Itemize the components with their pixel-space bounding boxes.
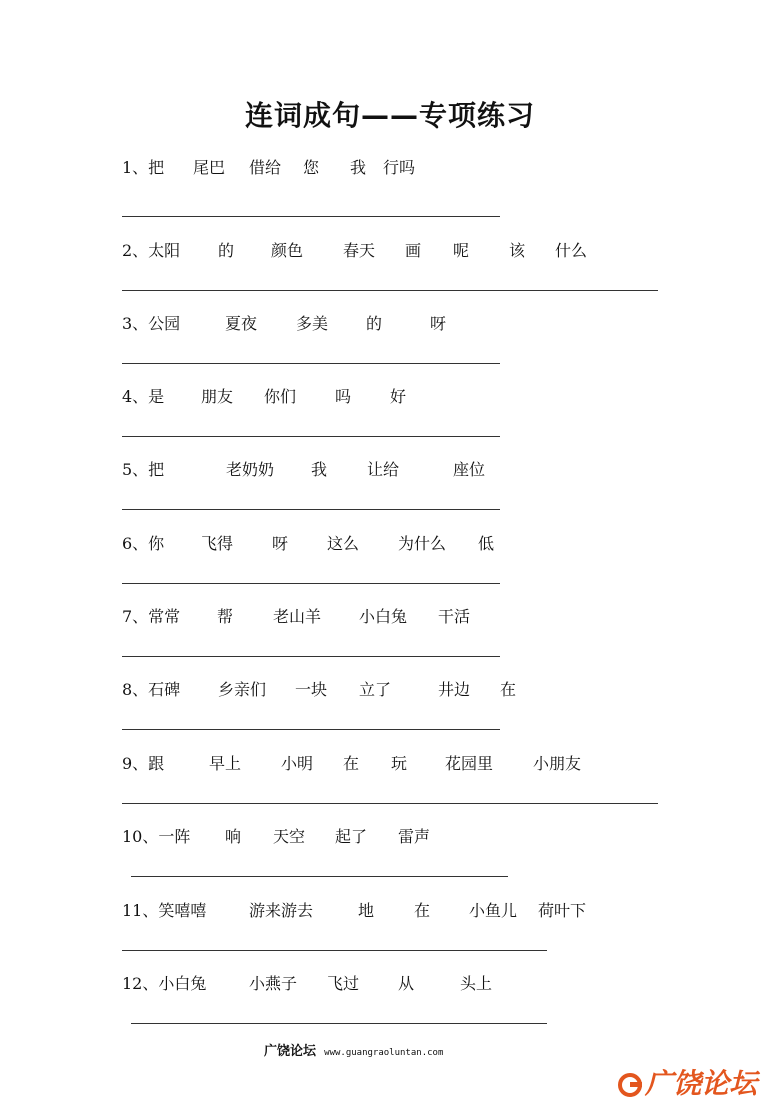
question-number-word: 9、跟: [122, 754, 165, 773]
word-token: 借给: [249, 158, 282, 177]
word-token: 尾巴: [193, 158, 226, 177]
word-token: 的: [366, 314, 383, 333]
word-token: 小白兔: [359, 607, 408, 626]
word-token: 玩: [391, 754, 408, 773]
word-token: 从: [398, 974, 415, 993]
word-token: 响: [225, 827, 242, 846]
question-number-word: 5、把: [122, 460, 165, 479]
word-token: 一块: [295, 680, 328, 699]
word-token: 呢: [453, 241, 470, 260]
question-number-word: 1、把: [122, 158, 165, 177]
word-token: 在: [414, 901, 431, 920]
word-token: 在: [500, 680, 517, 699]
word-token: 花园里: [445, 754, 494, 773]
word-token: 早上: [209, 754, 242, 773]
answer-line[interactable]: [131, 1023, 547, 1024]
word-token: 的: [218, 241, 235, 260]
word-token: 小鱼儿: [469, 901, 518, 920]
word-token: 雷声: [398, 827, 431, 846]
answer-line[interactable]: [122, 729, 500, 730]
word-token: 春天: [343, 241, 376, 260]
word-token: 呀: [430, 314, 447, 333]
word-token: 起了: [335, 827, 368, 846]
footer-url: www.guangraoluntan.com: [324, 1048, 444, 1058]
page-title: 连词成句——专项练习: [244, 99, 535, 132]
word-token: 立了: [359, 680, 392, 699]
word-token: 老奶奶: [226, 460, 275, 479]
question-number-word: 11、笑嘻嘻: [122, 901, 207, 920]
word-token: 干活: [438, 607, 471, 626]
word-token: 夏夜: [225, 314, 258, 333]
answer-line[interactable]: [122, 950, 547, 951]
word-token: 什么: [555, 241, 588, 260]
word-token: 小燕子: [249, 974, 298, 993]
question-number-word: 7、常常: [122, 607, 181, 626]
question-number-word: 3、公园: [122, 314, 181, 333]
word-token: 我: [350, 158, 367, 177]
question-number-word: 10、一阵: [122, 827, 191, 846]
answer-line[interactable]: [122, 290, 658, 291]
answer-line[interactable]: [122, 216, 500, 217]
word-token: 让给: [367, 460, 400, 479]
word-token: 飞得: [201, 534, 234, 553]
logo-icon: [617, 1072, 643, 1098]
word-token: 低: [478, 534, 495, 553]
word-token: 在: [343, 754, 360, 773]
word-token: 小明: [281, 754, 314, 773]
word-token: 颜色: [271, 241, 304, 260]
word-token: 老山羊: [273, 607, 322, 626]
answer-line[interactable]: [122, 363, 500, 364]
word-token: 您: [303, 158, 320, 177]
word-token: 飞过: [327, 974, 360, 993]
word-token: 地: [358, 901, 375, 920]
word-token: 该: [509, 241, 526, 260]
word-token: 我: [311, 460, 328, 479]
question-number-word: 4、是: [122, 387, 165, 406]
answer-line[interactable]: [122, 509, 500, 510]
word-token: 多美: [296, 314, 329, 333]
question-number-word: 6、你: [122, 534, 165, 553]
word-token: 小朋友: [533, 754, 582, 773]
answer-line[interactable]: [122, 583, 500, 584]
question-number-word: 2、太阳: [122, 241, 181, 260]
question-number-word: 8、石碑: [122, 680, 181, 699]
word-token: 井边: [438, 680, 471, 699]
word-token: 为什么: [398, 534, 447, 553]
word-token: 行吗: [383, 158, 416, 177]
word-token: 座位: [453, 460, 486, 479]
word-token: 荷叶下: [538, 901, 587, 920]
word-token: 吗: [335, 387, 352, 406]
question-number-word: 12、小白兔: [122, 974, 207, 993]
word-token: 这么: [327, 534, 360, 553]
logo-text: 广饶论坛: [645, 1067, 758, 1100]
word-token: 帮: [217, 607, 234, 626]
answer-line[interactable]: [122, 656, 500, 657]
word-token: 乡亲们: [218, 680, 267, 699]
footer-brand: 广饶论坛: [264, 1044, 317, 1059]
answer-line[interactable]: [131, 876, 508, 877]
word-token: 天空: [273, 827, 306, 846]
answer-line[interactable]: [122, 436, 500, 437]
answer-line[interactable]: [122, 803, 658, 804]
footer: [264, 1040, 443, 1059]
site-logo: [617, 1062, 757, 1102]
word-token: 好: [390, 387, 407, 406]
word-token: 头上: [460, 974, 493, 993]
word-token: 你们: [264, 387, 297, 406]
word-token: 呀: [272, 534, 289, 553]
word-token: 朋友: [201, 387, 234, 406]
word-token: 游来游去: [249, 901, 314, 920]
word-token: 画: [405, 241, 422, 260]
